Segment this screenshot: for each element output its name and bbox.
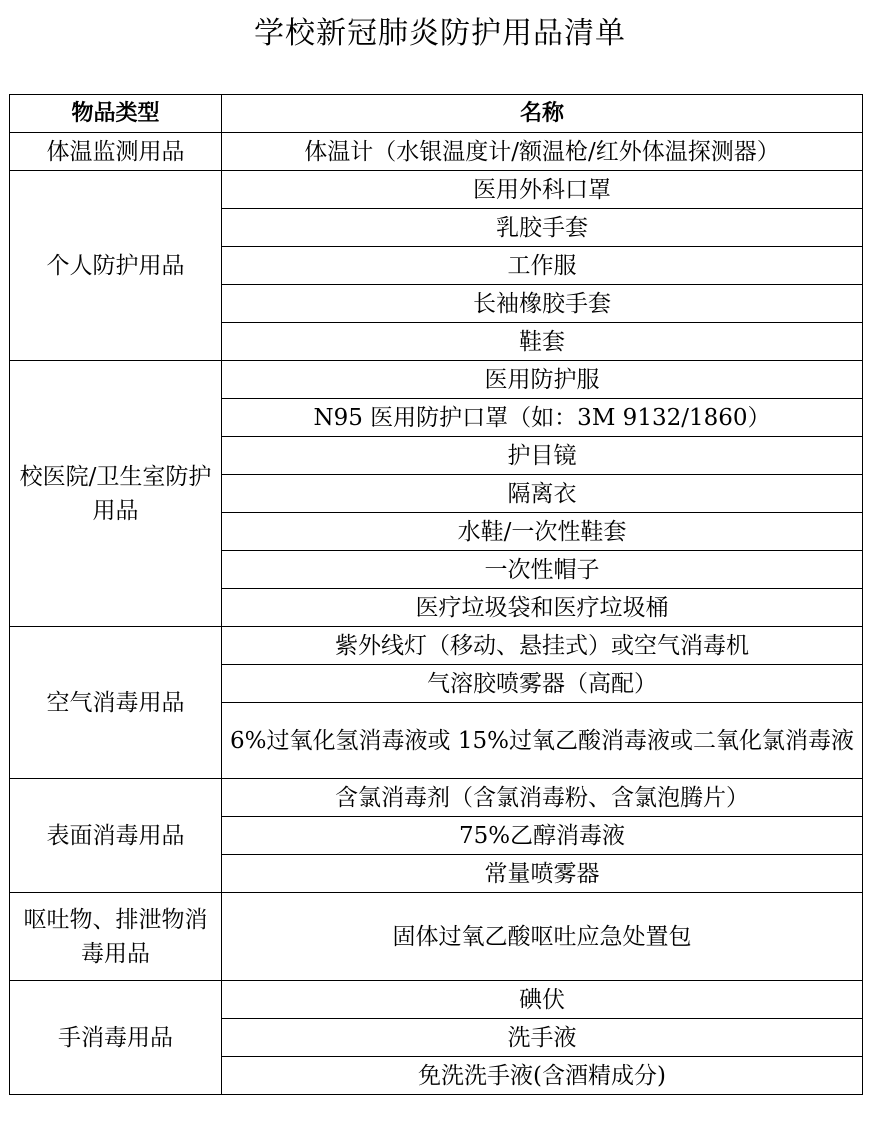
category-cell: 空气消毒用品: [10, 627, 222, 779]
supply-table: [9, 94, 863, 1095]
item-cell: 工作服: [222, 247, 863, 285]
item-cell: 6%过氧化氢消毒液或 15%过氧乙酸消毒液或二氧化氯消毒液: [222, 703, 863, 779]
item-cell: 气溶胶喷雾器（高配）: [222, 665, 863, 703]
table-row: [10, 779, 863, 817]
category-cell: 校医院/卫生室防护用品: [10, 361, 222, 627]
item-cell: 含氯消毒剂（含氯消毒粉、含氯泡腾片）: [222, 779, 863, 817]
table-header-row: [10, 95, 863, 133]
table-row: [10, 893, 863, 981]
category-cell: 体温监测用品: [10, 133, 222, 171]
item-cell: 长袖橡胶手套: [222, 285, 863, 323]
table-row: [10, 361, 863, 399]
document-title: 学校新冠肺炎防护用品清单: [254, 16, 626, 51]
item-cell: 75%乙醇消毒液: [222, 817, 863, 855]
item-cell: 隔离衣: [222, 475, 863, 513]
item-cell: 水鞋/一次性鞋套: [222, 513, 863, 551]
item-cell: 鞋套: [222, 323, 863, 361]
table-row: [10, 133, 863, 171]
item-cell: 固体过氧乙酸呕吐应急处置包: [222, 893, 863, 981]
category-cell: 手消毒用品: [10, 981, 222, 1095]
item-cell: 医用外科口罩: [222, 171, 863, 209]
header-category: 物品类型: [10, 95, 222, 133]
header-name: 名称: [222, 95, 863, 133]
item-cell: 碘伏: [222, 981, 863, 1019]
table-row: [10, 171, 863, 209]
table-row: [10, 981, 863, 1019]
item-cell: 一次性帽子: [222, 551, 863, 589]
item-cell: 紫外线灯（移动、悬挂式）或空气消毒机: [222, 627, 863, 665]
table-row: [10, 627, 863, 665]
category-cell: 表面消毒用品: [10, 779, 222, 893]
item-cell: 免洗洗手液(含酒精成分): [222, 1057, 863, 1095]
category-cell: 个人防护用品: [10, 171, 222, 361]
item-cell: 常量喷雾器: [222, 855, 863, 893]
item-cell: 洗手液: [222, 1019, 863, 1057]
item-cell: 医疗垃圾袋和医疗垃圾桶: [222, 589, 863, 627]
item-cell: 护目镜: [222, 437, 863, 475]
item-cell: 体温计（水银温度计/额温枪/红外体温探测器）: [222, 133, 863, 171]
item-cell: N95 医用防护口罩（如：3M 9132/1860）: [222, 399, 863, 437]
item-cell: 乳胶手套: [222, 209, 863, 247]
item-cell: 医用防护服: [222, 361, 863, 399]
category-cell: 呕吐物、排泄物消毒用品: [10, 893, 222, 981]
